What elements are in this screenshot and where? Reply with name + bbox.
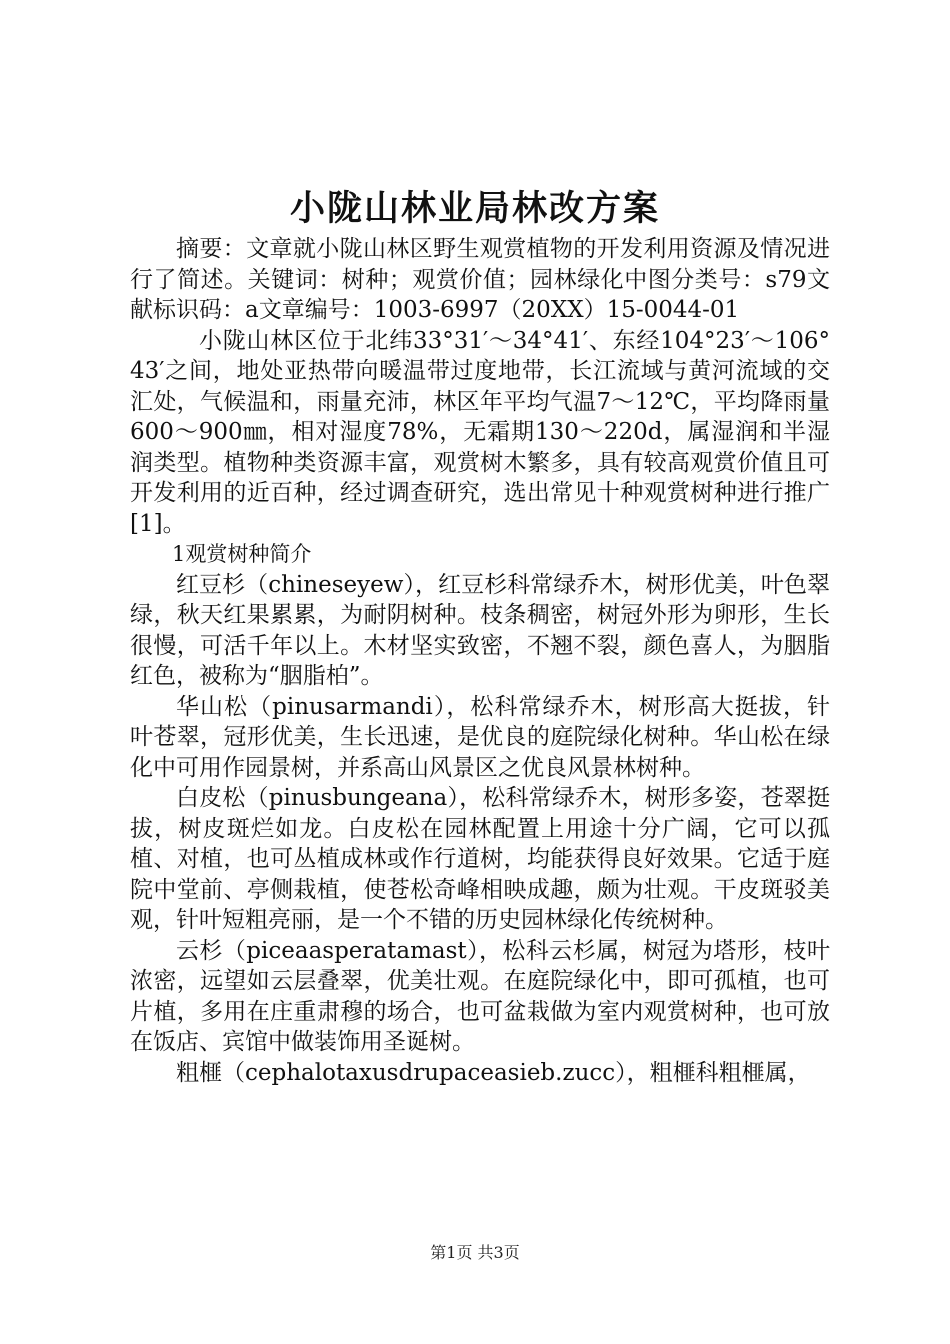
document-body (130, 234, 830, 1088)
huashan-pine-paragraph: 华山松（pinusarmandi），松科常绿乔木，树形高大挺拔，针叶苍翠，冠形优美，生长迅速，是优良的庭院绿化树种。华山松在绿化中可用作园景树，并系高山风景区之优良风景林树种。 (130, 693, 830, 781)
cephalotaxus-paragraph: 粗榧（cephalotaxusdrupaceasieb.zucc），粗榧科粗榧属， (176, 1059, 811, 1086)
page-number: 第1页 共3页 (430, 1243, 520, 1262)
location-paragraph: 小陇山林区位于北纬33°31′～34°41′、东经104°23′～106°43′之间，地处亚热带向暖温带过度地带，长江流域与黄河流域的交汇处，气候温和，雨量充沛，林区年平均气温7～12℃，平均降雨量600～900㎜，相对湿度78%，无霜期130～220d，属湿润和半湿润类型。植物种类资源丰富，观赏树木繁多，具有较高观赏价值且可开发利用的近百种，经过调查研究，选出常见十种观赏树种进行推广[1]。 (130, 327, 830, 537)
lacebark-pine-paragraph: 白皮松（pinusbungeana），松科常绿乔木，树形多姿，苍翠挺拔，树皮斑烂如龙。白皮松在园林配置上用途十分广阔，它可以孤植、对植，也可丛植成林或作行道树，均能获得良好效果。它适于庭院中堂前、亭侧栽植，使苍松奇峰相映成趣，颇为壮观。干皮斑驳美观，针叶短粗亮丽，是一个不错的历史园林绿化传统树种。 (130, 785, 830, 933)
document-title: 小陇山林业局林改方案 (289, 188, 660, 229)
abstract-paragraph: 摘要：文章就小陇山林区野生观赏植物的开发利用资源及情况进行了简述。关键词：树种；观赏价值；园林绿化中图分类号：s79文献标识码：a文章编号：1003-6997（20XX）15-0044-01 (130, 236, 830, 323)
section-heading: 1观赏树种简介 (172, 542, 312, 566)
spruce-paragraph: 云杉（piceaasperatamast），松科云杉属，树冠为塔形，枝叶浓密，远望如云层叠翠，优美壮观。在庭院绿化中，即可孤植，也可片植，多用在庄重肃穆的场合，也可盆栽做为室内观赏树种，也可放在饭店、宾馆中做装饰用圣诞树。 (130, 937, 830, 1055)
taxus-paragraph: 红豆杉（chineseyew），红豆杉科常绿乔木，树形优美，叶色翠绿，秋天红果累累，为耐阴树种。枝条稠密，树冠外形为卵形，生长很慢，可活千年以上。木材坚实致密，不翘不裂，颜色喜人，为胭脂红色，被称为“胭脂柏”。 (130, 571, 830, 689)
